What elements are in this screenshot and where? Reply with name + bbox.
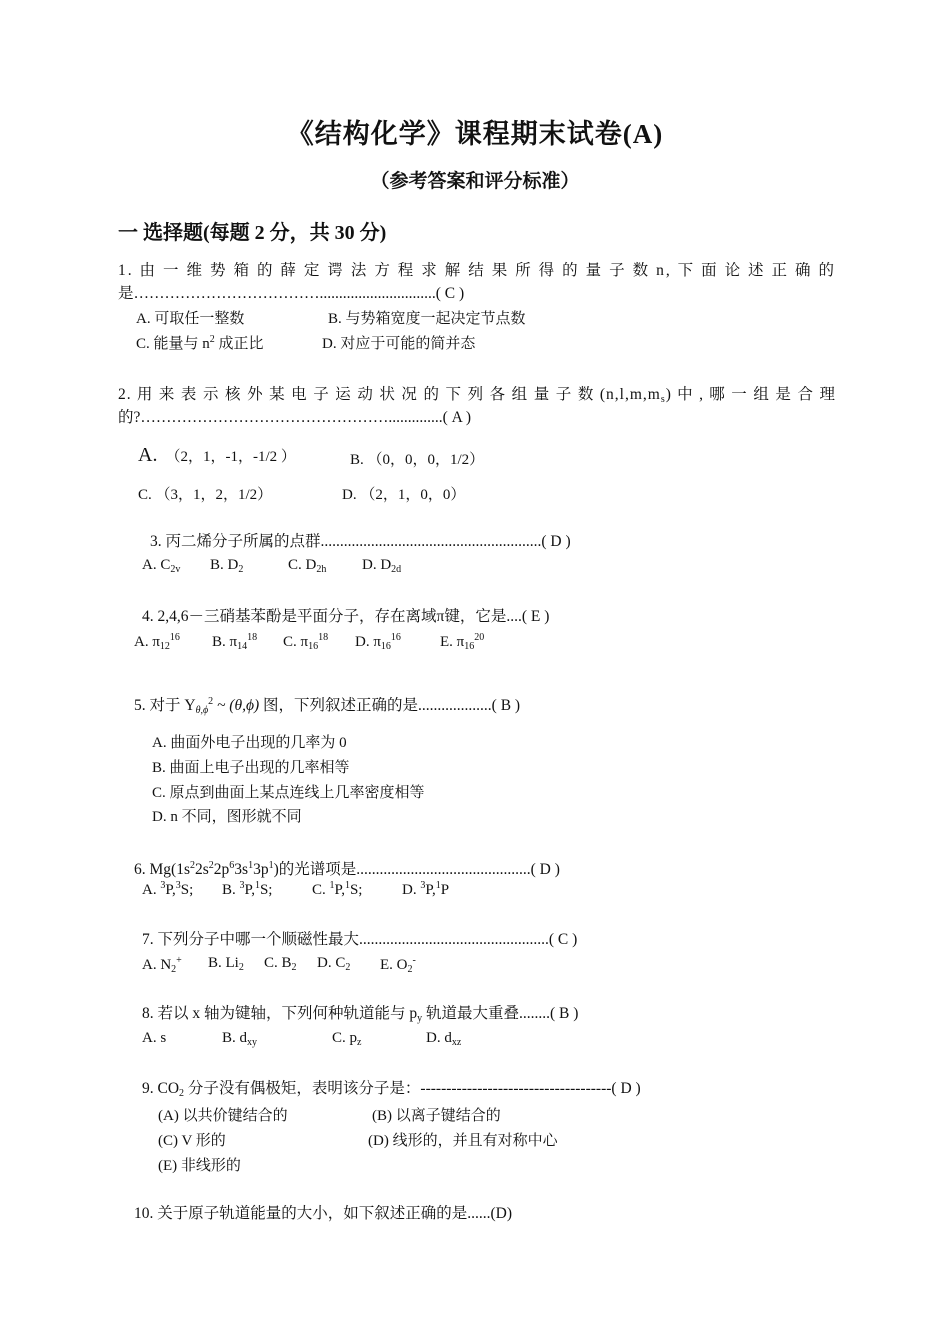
question-8-option-c: C. $p_z$ (332, 1030, 362, 1048)
question-9-option-e: (E) 非线形的 (158, 1158, 241, 1174)
question-2-option-a: A. （2，1，-1，-1/2 ） (138, 444, 296, 466)
question-5-stem: 5. 对于 $Y_{\theta,\phi}^2$ ~ (θ,ϕ) 图，下列叙述正确的是...................( B ) (134, 696, 521, 716)
question-4-stem: 4. 2,4,6－三硝基苯酚是平面分子，存在离域π键，它是....( E ) (142, 608, 550, 625)
question-3-option-d: D. $D_{2d}$ (362, 557, 402, 575)
question-6-option-c: C. $^1$P,$^1$S; (312, 880, 363, 898)
question-9-option-c: (C) V 形的 (158, 1133, 226, 1149)
question-4-option-a: A. $\pi_{12}^{16}$ (134, 632, 180, 652)
question-7-stem: 7. 下列分子中哪一个顺磁性最大.................................................( C ) (142, 931, 578, 948)
question-2-option-d: D. （2，1，0，0） (342, 487, 466, 503)
exam-title: 《结构化学》课程期末试卷(A) (286, 119, 664, 149)
question-3-option-b: B. $D_2$ (210, 557, 244, 575)
exam-subtitle: （参考答案和评分标准） (370, 171, 580, 192)
question-4-option-b: B. $\pi_{14}^{18}$ (212, 632, 258, 652)
question-8-stem: 8. 若以 x 轴为键轴，下列何种轨道能与 $p_y$ 轨道最大重叠........( B ) (142, 1005, 579, 1024)
question-3-option-a: A. $C_{2v}$ (142, 557, 181, 575)
question-1-option-a: A. 可取任一整数 (136, 311, 245, 327)
question-5-option-a: A. 曲面外电子出现的几率为 0 (152, 735, 347, 751)
question-5-option-d: D. n 不同，图形就不同 (152, 809, 302, 825)
question-7-option-c: C. $B_2$ (264, 955, 297, 973)
question-1-option-c: C. 能量与 $n^2$ 成正比 (136, 334, 264, 352)
question-7-option-e: E. $O_2^-$ (380, 955, 416, 975)
question-2-stem-line1: 2. 用 来 表 示 核 外 某 电 子 运 动 状 况 的 下 列 各 组 量 子 数 $(n,l,m,m_s)$ 中 , 哪 一 组 是 合 理 (118, 386, 836, 405)
question-9-option-b: (B) 以离子键结合的 (372, 1108, 501, 1124)
question-4-option-c: C. $\pi_{16}^{18}$ (283, 632, 329, 652)
question-10-stem: 10. 关于原子轨道能量的大小，如下叙述正确的是......(D) (134, 1205, 513, 1222)
question-9-option-d: (D) 线形的，并且有对称中心 (368, 1133, 558, 1149)
question-2-option-c: C. （3，1，2，1/2） (138, 487, 273, 503)
question-7-option-b: B. $Li_2$ (208, 955, 244, 973)
question-1-option-b: B. 与势箱宽度一起决定节点数 (328, 311, 526, 327)
question-6-option-b: B. $^3$P,$^1$S; (222, 880, 273, 898)
question-8-option-a: A. s (142, 1030, 167, 1046)
question-1-option-d: D. 对应于可能的简并态 (322, 336, 476, 352)
question-5-option-c: C. 原点到曲面上某点连线上几率密度相等 (152, 785, 425, 801)
question-2-option-b: B. （0，0，0，1/2） (350, 452, 485, 468)
question-3-stem: 3. 丙二烯分子所属的点群.........................................................( D ) (150, 533, 571, 550)
question-9-option-a: (A) 以共价键结合的 (158, 1108, 288, 1124)
question-1-stem-line1: 1. 由 一 维 势 箱 的 薛 定 谔 法 方 程 求 解 结 果 所 得 的 量 子 数 n, 下 面 论 述 正 确 的 (118, 262, 836, 279)
question-3-option-c: C. $D_{2h}$ (288, 557, 327, 575)
question-6-option-a: A. $^3$P,$^3$S; (142, 880, 194, 898)
section-heading: 一 选择题(每题 2 分，共 30 分) (118, 222, 387, 244)
question-9-stem: 9. $CO_2$ 分子没有偶极矩，表明该分子是：-------------------------------------( D ) (142, 1080, 641, 1099)
question-8-option-b: B. $d_{xy}$ (222, 1030, 258, 1048)
question-8-option-d: D. $d_{xz}$ (426, 1030, 462, 1048)
question-1-stem-line2: 是………………………………..............................( C ) (118, 285, 465, 302)
question-4-option-e: E. $\pi_{16}^{20}$ (440, 632, 485, 652)
question-7-option-d: D. $C_2$ (317, 955, 351, 973)
question-4-option-d: D. $\pi_{16}^{16}$ (355, 632, 401, 652)
question-6-option-d: D. $^3$P,$^1$P (402, 880, 450, 898)
question-6-stem: 6. $Mg(1s^22s^22p^63s^13p^1)$的光谱项是.............................................( D ) (134, 860, 560, 878)
question-2-stem-line2: 的?…………………………………………..............( A ) (118, 409, 472, 426)
question-5-option-b: B. 曲面上电子出现的几率相等 (152, 760, 350, 776)
question-7-option-a: A. $N_2^+$ (142, 955, 182, 975)
